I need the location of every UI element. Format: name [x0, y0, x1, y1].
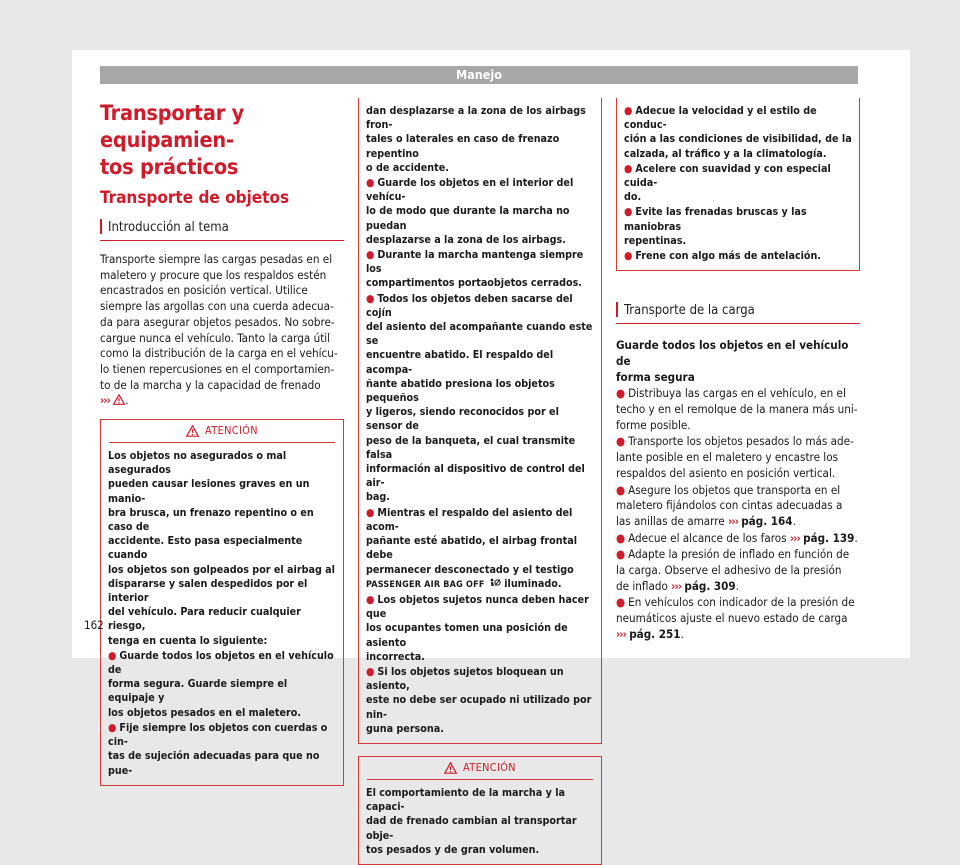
heading-bar: [100, 219, 102, 234]
text-line: Transporte siempre las cargas pesadas en el: [100, 252, 333, 266]
text-line: neumáticos ajuste el nuevo estado de carga: [616, 611, 848, 626]
warning-bullet-item: [624, 162, 852, 205]
passenger-airbag-off-label: PASSENGER AIR BAG OFF: [366, 579, 485, 590]
text-line: forma segura: [616, 369, 695, 384]
text-line: tales o laterales en caso de frenazo repentino: [366, 132, 560, 160]
text-line: incorrecta.: [366, 649, 425, 663]
text-line: la carga. Observe el adhesivo de la presión: [616, 563, 842, 578]
text-line: accidente. Esto pasa especialmente cuando: [108, 534, 303, 562]
text-line: bag.: [366, 490, 390, 504]
text-line: maletero fijándolos con cintas adecuadas a: [616, 498, 843, 513]
list-item: [616, 483, 860, 530]
text-line: del asiento del acompañante cuando este se: [366, 320, 593, 348]
bullet-icon: ●: [366, 664, 375, 678]
list-item: [616, 547, 860, 594]
text-line: forme posible.: [616, 417, 691, 432]
chapter-title-line2: tos prácticos: [100, 155, 239, 180]
text-line: cargue nunca el vehículo. Tanto la carga útil: [100, 330, 331, 345]
warning-box: [100, 419, 344, 786]
period: .: [125, 393, 129, 408]
period: .: [792, 513, 796, 528]
text-line: permanecer desconectado y el testigo: [366, 562, 574, 576]
list-item: [616, 531, 860, 547]
text-line: este no debe ser ocupado ni utilizado por nin-: [366, 693, 592, 721]
page-number: 162: [84, 618, 104, 632]
bullet-icon: ●: [616, 482, 626, 497]
warning-body: [617, 98, 859, 270]
warning-body: [101, 443, 343, 785]
list-item: [616, 386, 860, 433]
bullet-icon: ●: [616, 530, 626, 545]
bullet-icon: ●: [624, 205, 633, 219]
text-line: dan desplazarse a la zona de los airbags fron-: [366, 104, 586, 132]
text-line: los objetos pesados en el maletero.: [108, 705, 302, 719]
text-line: siempre las argollas con una cuerda adecua-: [100, 299, 334, 314]
text-line: los ocupantes tomen una posición de asiento: [366, 621, 568, 649]
text-line: Adapte la presión de inflado en función de: [628, 547, 850, 562]
intro-paragraph: [100, 252, 344, 409]
text-line: Durante la marcha mantenga siempre los: [366, 248, 584, 276]
text-line: Mientras el respaldo del asiento del acom-: [366, 505, 573, 533]
text-line: Adecue el alcance de los faros: [628, 530, 790, 545]
period: .: [680, 626, 684, 641]
heading-bar: [616, 302, 618, 317]
bullet-icon: ●: [616, 595, 626, 610]
text-line: calzada, al tráfico y a la climatología.: [624, 146, 827, 160]
text-line: desplazarse a la zona de los airbags.: [366, 232, 566, 246]
text-line: ñante abatido presiona los objetos pequeños: [366, 376, 555, 405]
text-line: información al dispositivo de control del air-: [366, 462, 585, 490]
text-line: El comportamiento de la marcha y la capaci-: [366, 785, 565, 814]
text-line: las anillas de amarre: [616, 513, 729, 528]
bullet-icon: ●: [616, 547, 626, 562]
text-line: respaldos del asiento en posición vertical.: [616, 465, 836, 480]
bullet-icon: ●: [624, 104, 633, 117]
list-item: [616, 434, 860, 481]
warning-bullet-item: [366, 176, 594, 247]
text-line: to de la marcha y la capacidad de frenado: [100, 377, 321, 392]
warning-bullet-item: [624, 249, 852, 263]
bullet-icon: ●: [108, 648, 117, 662]
warning-box-continued: [616, 98, 860, 271]
text-line: Guarde todos los objetos en el vehículo de: [108, 648, 334, 677]
page-reference-link[interactable]: pág. 309: [684, 578, 736, 593]
warning-box-2: [358, 756, 602, 865]
warning-header: [109, 420, 335, 443]
text-line: Los objetos sujetos nunca deben hacer que: [366, 592, 589, 621]
text-line: ción a las condiciones de visibilidad, de la: [624, 132, 852, 146]
column-middle: [358, 98, 602, 865]
text-line: Evite las frenadas bruscas y las maniobras: [624, 205, 807, 233]
warning-bullet-item: [366, 665, 594, 736]
bullet-icon: ●: [366, 176, 375, 190]
bullet-icon: ●: [108, 720, 117, 734]
period: .: [854, 530, 858, 545]
bullet-icon: ●: [624, 161, 633, 175]
text-line: Todos los objetos deben sacarse del cojín: [366, 291, 573, 319]
text-line: Fije siempre los objetos con cuerdas o cin-: [108, 720, 328, 749]
warning-bullet-item: [624, 205, 852, 248]
text-line: Asegure los objetos que transporta en el: [628, 482, 841, 497]
section-heading-label: Transporte de la carga: [624, 303, 755, 319]
text-line: o de accidente.: [366, 160, 449, 174]
warning-bullet-item: [108, 721, 336, 778]
text-line: tos pesados y de gran volumen.: [366, 842, 540, 856]
warning-header: [367, 757, 593, 780]
text-line: dispararse y salen despedidos por el interior: [108, 576, 308, 605]
text-line: da para asegurar objetos pesados. No sobre-: [100, 314, 335, 329]
text-line: tenga en cuenta lo siguiente:: [108, 633, 268, 647]
chapter-title-line1: Transportar y equipamien-: [100, 101, 244, 153]
bullet-icon: ●: [366, 592, 375, 606]
text-line: lo de modo que durante la marcha no puedan: [366, 204, 570, 232]
text-line: Guarde los objetos en el interior del vehícu-: [366, 176, 574, 204]
reference-arrows: ›››: [616, 626, 626, 641]
text-line: Guarde todos los objetos en el vehículo de: [616, 338, 849, 368]
text-line: iluminado.: [500, 576, 562, 590]
section-heading-carga: [616, 299, 860, 324]
text-line: y ligeros, siendo reconocidos por el sensor de: [366, 405, 559, 433]
text-line: dad de frenado cambian al transportar obje-: [366, 814, 577, 842]
reference-arrows: ›››: [728, 513, 738, 528]
warning-bullet-item: [366, 506, 594, 592]
text-line: lante posible en el maletero y encastre los: [616, 450, 839, 465]
text-line: Acelere con suavidad y con especial cuida-: [624, 161, 831, 190]
text-line: como la distribución de la carga en el vehícu-: [100, 346, 338, 361]
bullet-icon: ●: [366, 291, 375, 305]
warning-bullet-item: [366, 248, 594, 291]
warning-bullet-item: [108, 649, 336, 720]
warning-bullet-item: [366, 292, 594, 505]
subchapter-title: Transporte de objetos: [100, 188, 290, 208]
chapter-title: [100, 100, 344, 181]
column-left: [100, 96, 344, 786]
text-line: pañante esté abatido, el airbag frontal debe: [366, 534, 577, 562]
text-line: los objetos son golpeados por el airbag al: [108, 562, 335, 576]
text-line: Distribuya las cargas en el vehículo, en el: [628, 386, 846, 401]
reference-arrows: ›››: [671, 578, 682, 593]
bullet-icon: ●: [616, 386, 626, 401]
section-heading-label: Introducción al tema: [108, 220, 229, 235]
reference-arrows: ›››: [789, 530, 800, 545]
text-line: forma segura. Guarde siempre el equipaje y: [108, 677, 288, 705]
list-item: [616, 595, 860, 642]
page-reference-link[interactable]: pág. 164: [741, 513, 793, 528]
period: .: [735, 578, 740, 593]
airbag-off-icon: [488, 578, 501, 588]
bullet-icon: ●: [366, 248, 375, 262]
column-right: [616, 98, 860, 643]
warning-body: [359, 780, 601, 864]
text-line: Si los objetos sujetos bloquean un asiento,: [366, 664, 564, 693]
warning-body: [359, 98, 601, 743]
bullet-icon: ●: [624, 249, 633, 263]
text-line: Los objetos no asegurados o mal asegurados: [108, 449, 287, 477]
text-line: En vehículos con indicador de la presión de: [628, 595, 855, 610]
text-line: do.: [624, 190, 642, 204]
section-heading-intro: [100, 216, 344, 241]
text-line: peso de la banqueta, el cual transmite falsa: [366, 433, 576, 461]
bold-lead: [616, 338, 860, 385]
warning-label: ATENCIÓN: [463, 761, 516, 775]
text-line: tas de sujeción adecuadas para que no pue-: [108, 749, 320, 777]
warning-bullet-item: [366, 593, 594, 664]
text-line: encuentre abatido. El respaldo del acompa-: [366, 348, 554, 376]
text-line: lo tienen repercusiones en el comportamien-: [100, 361, 335, 376]
text-line: repentinas.: [624, 233, 687, 247]
page-reference-link[interactable]: pág. 139: [803, 530, 855, 545]
text-line: Frene con algo más de antelación.: [635, 249, 822, 263]
warning-label: ATENCIÓN: [205, 424, 258, 438]
warning-triangle-icon: [444, 762, 457, 774]
text-line: techo y en el remolque de la manera más uni-: [616, 402, 858, 417]
page-reference-link[interactable]: pág. 251: [629, 626, 681, 641]
text-line: maletero y procure que los respaldos estén: [100, 267, 327, 282]
text-line: Transporte los objetos pesados lo más ade-: [628, 434, 854, 449]
warning-box-continued: [358, 98, 602, 744]
warning-triangle-icon: [186, 425, 199, 437]
text-line: encastrados en posición vertical. Utilice: [100, 283, 308, 298]
text-line: compartimentos portaobjetos cerrados.: [366, 276, 582, 290]
text-line: pueden causar lesiones graves en un manio-: [108, 477, 310, 505]
text-line: bra brusca, un frenazo repentino o en caso de: [108, 505, 314, 534]
warning-triangle-icon[interactable]: [113, 394, 125, 405]
text-line: Adecue la velocidad y el estilo de conduc-: [624, 104, 817, 132]
warning-bullet-item: [624, 104, 852, 161]
bullet-icon: ●: [366, 505, 375, 519]
running-header: Manejo: [100, 66, 858, 84]
bullet-icon: ●: [616, 434, 626, 449]
text-line: de inflado: [616, 578, 672, 593]
reference-arrows: ›››: [100, 393, 110, 408]
text-line: guna persona.: [366, 721, 444, 735]
text-line: del vehículo. Para reducir cualquier riesgo,: [108, 605, 301, 633]
